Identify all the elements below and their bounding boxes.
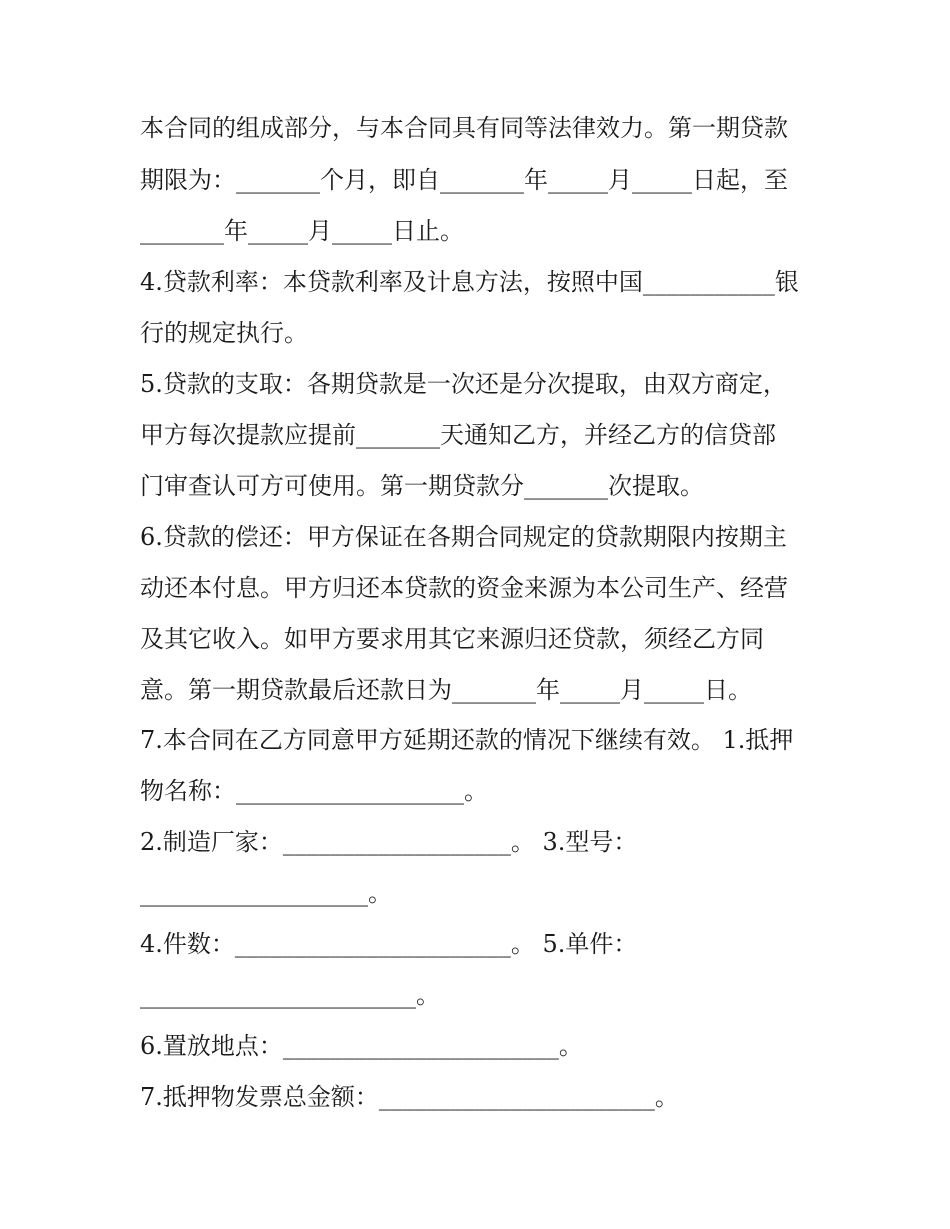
text-line: _______年_____月_____日止。	[140, 217, 464, 245]
text-line: 4.件数：_______________________。 5.单件：	[140, 930, 638, 958]
text-line: ___________________。	[140, 879, 392, 907]
text-line: _______________________。	[140, 981, 440, 1009]
text-line: 6.置放地点：_______________________。	[140, 1032, 583, 1060]
text-line: 5.贷款的支取：各期贷款是一次还是分次提取，由双方商定，	[140, 370, 787, 398]
text-line: 7.本合同在乙方同意甲方延期还款的情况下继续有效。 1.抵押	[140, 726, 794, 754]
text-line: 4.贷款利率：本贷款利率及计息方法，按照中国___________银	[140, 268, 799, 296]
text-line: 及其它收入。如甲方要求用其它来源归还贷款，须经乙方同	[140, 625, 764, 653]
text-line: 本合同的组成部分，与本合同具有同等法律效力。第一期贷款	[140, 114, 788, 142]
text-line: 物名称：___________________。	[140, 777, 488, 805]
text-line: 意。第一期贷款最后还款日为_______年_____月_____日。	[140, 676, 752, 704]
text-line: 2.制造厂家：___________________。 3.型号：	[140, 828, 638, 856]
text-line: 门审查认可方可使用。第一期贷款分_______次提取。	[140, 472, 704, 500]
text-line: 甲方每次提款应提前_______天通知乙方，并经乙方的信贷部	[140, 421, 776, 449]
text-line: 6.贷款的偿还：甲方保证在各期合同规定的贷款期限内按期主	[140, 523, 787, 551]
text-line: 动还本付息。甲方归还本贷款的资金来源为本公司生产、经营	[140, 574, 788, 602]
text-line: 7.抵押物发票总金额：_______________________。	[140, 1083, 679, 1111]
text-line: 期限为：_______个月，即自_______年_____月_____日起，至	[140, 166, 788, 194]
text-line: 行的规定执行。	[140, 319, 308, 347]
